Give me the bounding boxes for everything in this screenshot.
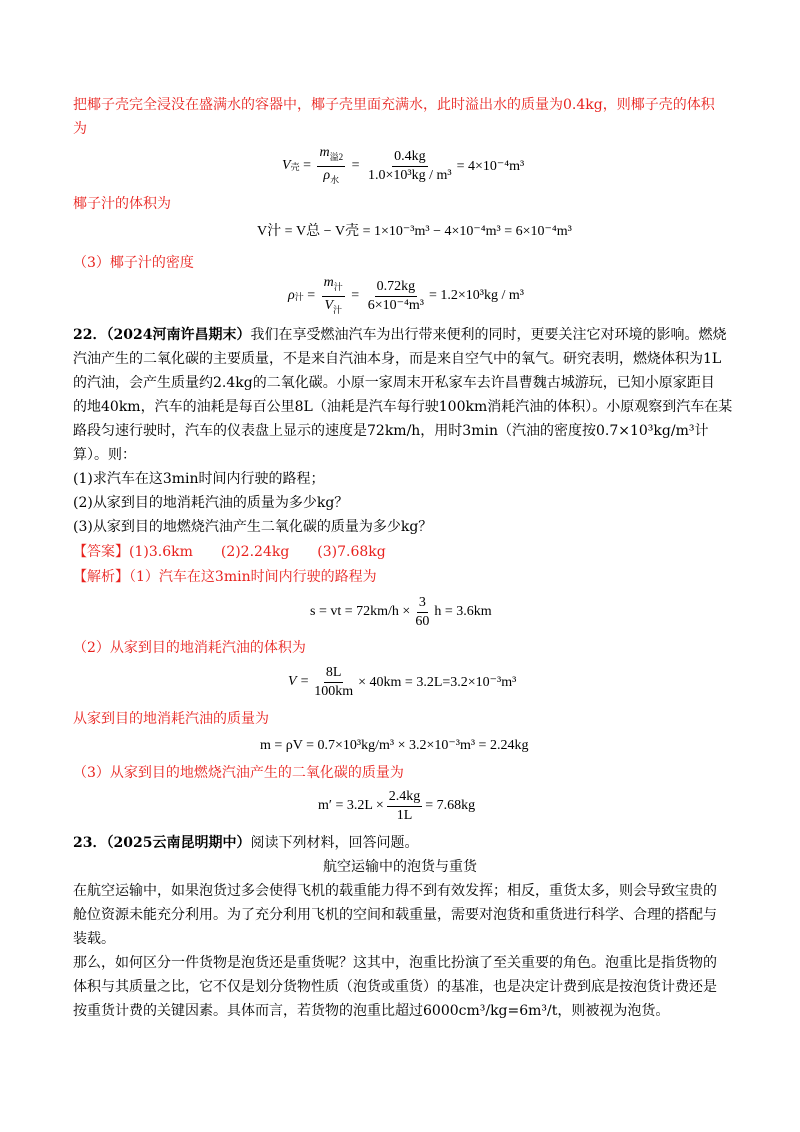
density-label: （3）椰子汁的密度 xyxy=(73,255,194,271)
equation-mass: m = ρV = 0.7×10³kg/m³ × 3.2×10⁻³m³ = 2.24kg xyxy=(260,737,529,753)
question-number: 22．（2024河南许昌期末） xyxy=(73,327,251,343)
fraction: $\frac{m_{溢2}}{\rho_水}$ xyxy=(319,144,344,185)
analysis-line-3: 从家到目的地消耗汽油的质量为 xyxy=(73,711,269,727)
q22-line-5: 路段匀速行驶时，汽车的仪表盘上显示的速度是72km/h，用时3min（汽油的密度按0.7×10³kg/m³计 xyxy=(73,423,709,439)
fraction: $\frac{2.4kg}{1L}$ xyxy=(388,788,421,823)
equation-co2-mass: m′ = 3.2L × $\frac{2.4kg}{1L}$ = 7.68kg xyxy=(318,788,476,823)
equation-distance: s = vt = 72km/h × $\frac{3}{60}$ h = 3.6km xyxy=(310,594,492,629)
q21-text-line-1: 把椰子壳完全浸没在盛满水的容器中，椰子壳里面充满水，此时溢出水的质量为0.4kg，则椰子壳的体积 xyxy=(73,97,715,113)
fraction: $\frac{8L}{100km}$ xyxy=(314,664,354,699)
q22-line-2: 汽油产生的二氧化碳的主要质量，不是来自汽油本身，而是来自空气中的氧气。研究表明，燃烧体积为1L xyxy=(73,351,722,367)
analysis-line-1: 【解析】（1）汽车在这3min时间内行驶的路程为 xyxy=(73,569,377,585)
analysis-line-4: （3）从家到目的地燃烧汽油产生的二氧化碳的质量为 xyxy=(73,765,404,781)
answer-line: 【答案】(1)3.6km (2)2.24kg (3)7.68kg xyxy=(73,544,386,560)
q23-paragraph-line-3: 装载。 xyxy=(73,931,115,947)
fraction: $\frac{0.72kg}{\text{6×10⁻⁴m³}}$ xyxy=(367,278,424,313)
sub-question-2: (2)从家到目的地消耗汽油的质量为多少kg？ xyxy=(73,495,349,511)
sub-question-1: (1)求汽车在这3min时间内行驶的路程； xyxy=(73,471,325,487)
answer-tag: 【答案】 xyxy=(73,544,129,560)
q23-paragraph-line-2: 舱位资源未能充分利用。为了充分利用飞机的空间和载重量，需要对泡货和重货进行科学、合理的搭配与 xyxy=(73,907,717,923)
q23-paragraph-line-5: 体积与其质量之比，它不仅是划分货物性质（泡货或重货）的基准，也是决定计费到底是按泡货计费还是 xyxy=(73,979,717,995)
q23-paragraph-line-6: 按重货计费的关键因素。具体而言，若货物的泡重比超过6000cm³/kg=6m³/t，则被视为泡货。 xyxy=(73,1003,670,1019)
fraction: $\frac{3}{60}$ xyxy=(415,594,430,629)
equation-shell-volume: V 壳 = $\frac{m_{溢2}}{\rho_水}$ = $\frac{0.4kg}{\text{1.0×10³kg / m³}}$ = 4×10⁻⁴m³ xyxy=(282,146,524,186)
analysis-line-2: （2）从家到目的地消耗汽油的体积为 xyxy=(73,640,306,656)
equation-juice-density: ρ 汁 = $\frac{m_汁}{V_汁}$ = $\frac{0.72kg}{\text{6×10⁻⁴m³}}$ = 1.2×10³kg / m³ xyxy=(288,276,524,316)
fraction: $\frac{0.4kg}{\text{1.0×10³kg / m³}}$ xyxy=(368,148,452,183)
equation-volume: V = $\frac{8L}{100km}$ × 40km = 3.2L=3.2×10⁻³m³ xyxy=(288,664,517,699)
q23-line-1: 23．（2025云南昆明期中）阅读下列材料，回答问题。 xyxy=(73,835,419,851)
q23-paragraph-line-1: 在航空运输中，如果泡货过多会使得飞机的载重能力得不到有效发挥；相反，重货太多，则会导致宝贵的 xyxy=(73,883,717,899)
q22-line-4: 的地40km，汽车的油耗是每百公里8L（油耗是汽车每行驶100km消耗汽油的体积）。小原观察到汽车在某 xyxy=(73,399,733,415)
question-number: 23．（2025云南昆明期中） xyxy=(73,835,251,851)
equation-juice-volume: V汁 = V总 − V壳 = 1×10⁻³m³ − 4×10⁻⁴m³ = 6×10⁻⁴m³ xyxy=(257,224,572,239)
sub-question-3: (3)从家到目的地燃烧汽油产生二氧化碳的质量为多少kg？ xyxy=(73,519,433,535)
article-title: 航空运输中的泡货与重货 xyxy=(323,859,477,875)
q22-line-6: 算）。则： xyxy=(73,447,136,463)
analysis-tag: 【解析】 xyxy=(73,569,129,585)
q23-paragraph-line-4: 那么，如何区分一件货物是泡货还是重货呢？这其中，泡重比扮演了至关重要的角色。泡重比是指货物的 xyxy=(73,955,717,971)
q22-line-1: 22．（2024河南许昌期末）我们在享受燃油汽车为出行带来便利的同时，更要关注它对环境的影响。燃烧 xyxy=(73,327,727,343)
juice-volume-label: 椰子汁的体积为 xyxy=(73,196,171,212)
fraction: $\frac{m_汁}{V_汁}$ xyxy=(323,274,343,315)
q22-line-3: 的汽油，会产生质量约2.4kg的二氧化碳。小原一家周末开私家车去许昌曹魏古城游玩，已知小原家距目 xyxy=(73,375,715,391)
q21-text-line-2: 为 xyxy=(73,121,87,137)
